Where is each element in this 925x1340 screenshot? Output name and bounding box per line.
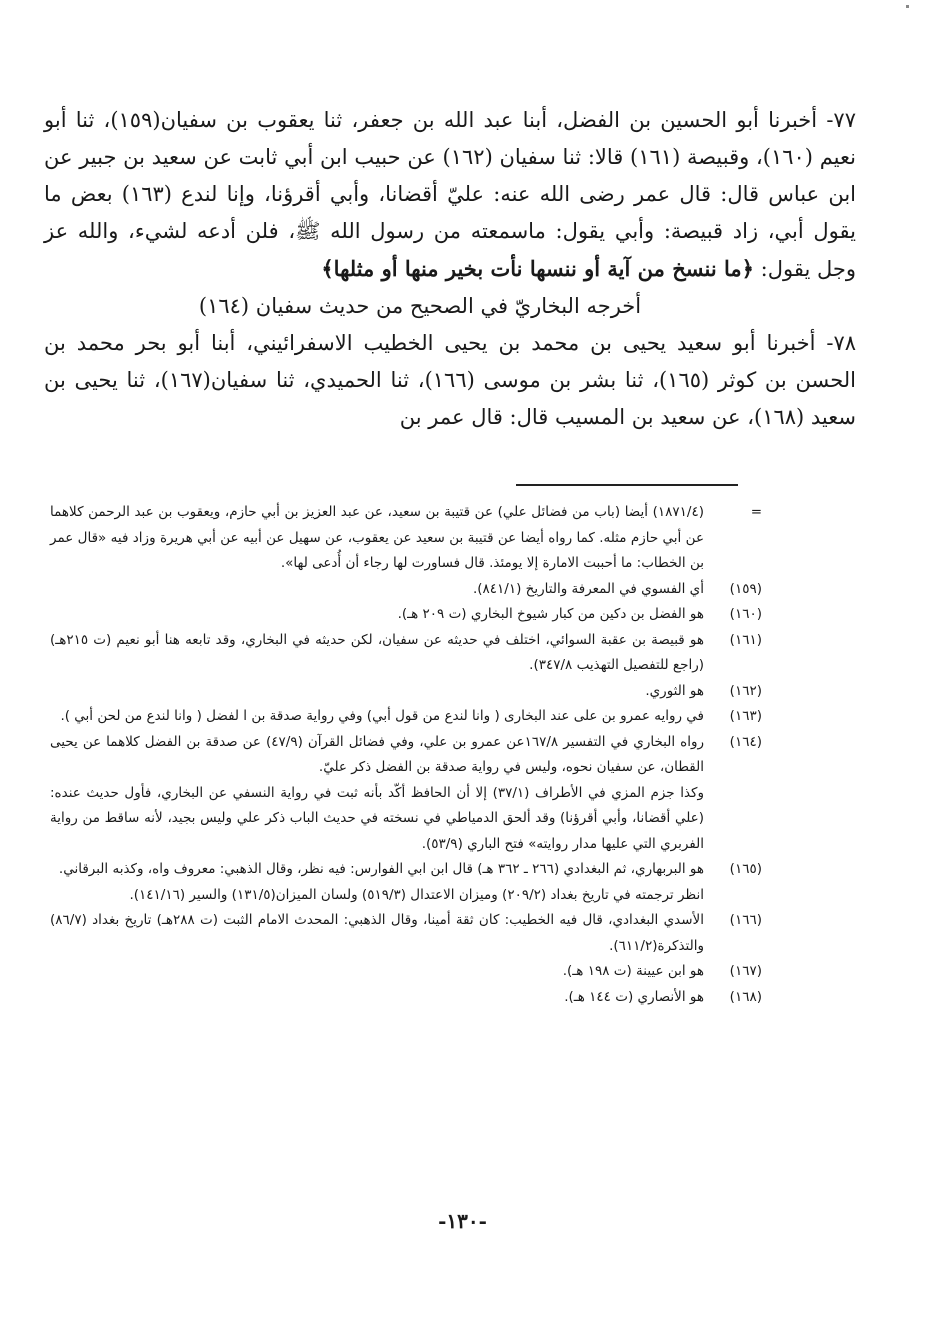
footnote-body (50, 628, 704, 679)
footnote-body (50, 857, 704, 908)
footnote-body (50, 679, 704, 705)
footnote-line: هو الأنصاري (ت ١٤٤ هـ). (564, 988, 704, 1005)
footnote (50, 628, 762, 679)
footnote-body (50, 602, 704, 628)
footnote-number: (١٦٦) (729, 912, 762, 928)
footnote (50, 959, 762, 985)
footnote (50, 602, 762, 628)
footnote-line: هو الثوري. (645, 682, 704, 699)
footnote-number: (١٦٥) (729, 861, 762, 877)
takhrij-line: أخرجه البخاريّ في الصحيح من حديث سفيان (١٦٤) (198, 294, 642, 318)
hadith-77 (44, 102, 856, 288)
footnote-number: (١٦٤) (729, 733, 762, 750)
footnote-line: في روايه عمرو بن على عند البخارى ( وانا لندع من قول أبي) وفي رواية صدقة بن ا لفضل ( وانا لندع من لحن أبي ). (60, 708, 704, 724)
footnote-line: هو ابن عيينة (ت ١٩٨ هـ). (562, 963, 704, 979)
footnote-line: أي الفسوي في المعرفة والتاريخ (٨٤١/١). (472, 580, 704, 597)
footnote-number: (١٦٨) (729, 988, 762, 1005)
footnote-body (50, 908, 704, 959)
footnote-line: هو البربهاري، ثم البغدادي (٢٦٦ ـ ٣٦٢ هـ) قال ابن ابي الفوارس: فيه نظر، وقال الذهبي: معروف واه، وكذبه البرقاني. (58, 861, 704, 877)
footnote-line: رواه البخاري في التفسير ١٦٧/٨عن عمرو بن علي، وفي فضائل القرآن (٤٧/٩) عن صدقة بن الفضل كلاهما عن يحيى القطان، عن سفيان نحوه، وليس في رواية صدقة بن الفضل ذكر عليّ. (50, 733, 704, 775)
footnote (50, 679, 762, 705)
footnote-body (50, 704, 704, 730)
page-number: -١٣٠- (438, 1209, 487, 1233)
footnote-separator (516, 484, 738, 486)
footnote-number: (١٦١) (729, 631, 762, 648)
footnote-line: انظر ترجمته في تاريخ بغداد (٢٠٩/٢) وميزان الاعتدال (٥١٩/٣) ولسان الميزان(١٣١/٥) والسير (١٤١/١٦). (129, 886, 704, 903)
footnote-number: (١٥٩) (729, 580, 762, 597)
footnote-line: (١٨٧١/٤) أيضا (باب من فضائل علي) عن قتيبة بن سعيد، عن عبد العزيز بن أبي حازم، ويعقوب بن عبد الرحمن كلاهما عن أبي حازم مثله. كما رواه أيضا عن قتيبة بن سعيد عن يعقوب، عن سهيل عن أبيه عن أبي هريرة وزاد فيه «قال عمر بن الخطاب: ما أحببت الامارة إلا يومئذ. قال فساورت لها رجاء أن أُدعى لها». (50, 504, 704, 571)
footnote-body (50, 500, 704, 577)
footnote-body (50, 577, 704, 603)
footnote (50, 500, 762, 577)
footnote (50, 985, 762, 1011)
footnote (50, 704, 762, 730)
footnotes (50, 500, 762, 1010)
footnote-line: وكذا جزم المزي في الأطراف (٣٧/١) إلا أن الحافظ أكّد بأنه ثبت في رواية النسفي عن البخاري، فأول حديث عنده: (علي أقضانا، وأبي أقرؤنا) وقد ألحق الدمياطي في نسخته في حديث الباب ذكر علي وليس بجيد، لأنه ساقط من رواية الفربري التي عليها مدار روايته» فتح الباري (٥٣/٩). (50, 784, 704, 852)
footnote (50, 857, 762, 908)
footnote (50, 908, 762, 959)
footnote-number: (١٦٧) (729, 963, 762, 979)
main-text (44, 102, 856, 436)
footnote-number: (١٦٢) (729, 682, 762, 699)
footnote-line: هو قبيصة بن عقبة السوائي، اختلف في حديثه عن سفيان، لكن حديثه في البخاري، وقد تابعه هنا أبو نعيم (ت ٢١٥هـ) (راجع للتفصيل التهذيب ٣٤٧/٨). (50, 631, 704, 673)
footnote-body (50, 730, 704, 858)
corner-mark (906, 5, 909, 8)
footnote-number: (١٦٣) (729, 708, 762, 724)
footnote-body (50, 959, 704, 985)
footnote-number: = (750, 504, 762, 520)
footnote (50, 577, 762, 603)
footnote (50, 730, 762, 858)
footnote-number: (١٦٠) (729, 606, 762, 622)
hadith-77-text: ٧٧- أخبرنا أبو الحسين بن الفضل، أبنا عبد الله بن جعفر، ثنا يعقوب بن سفيان(١٥٩)، ثنا أبو نعيم (١٦٠)، وقبيصة (١٦١) قالا: ثنا سفيان (١٦٢) عن حبيب ابن أبي ثابت عن سعيد بن جبير عن ابن عباس قال: قال عمر رضى الله عنه: عليّ أقضانا، وأبي أقرؤنا، وإنا لندع (١٦٣) بعض ما يقول أبي، زاد قبيصة: وأبي يقول: ماسمعته من رسول الله ﷺ، فلن أدعه لشيء، والله عز وجل يقول: (44, 108, 856, 281)
hadith-78: ٧٨- أخبرنا أبو سعيد يحيى بن محمد بن يحيى الخطيب الاسفرائيني، أبنا أبو بحر محمد بن الحسن بن كوثر (١٦٥)، ثنا بشر بن موسى (١٦٦)، ثنا الحميدي، ثنا سفيان(١٦٧)، ثنا يحيى بن سعيد (١٦٨)، عن سعيد بن المسيب قال: قال عمر بن (44, 331, 857, 429)
quran-verse: ﴿ما ننسخ من آية أو ننسها نأت بخير منها أو مثلها﴾ (321, 256, 754, 281)
footnote-line: هو الفضل بن دكين من كبار شيوخ البخاري (ت ٢٠٩ هـ). (397, 606, 704, 622)
footnote-body (50, 985, 704, 1011)
footnote-line: الأسدي البغدادي، قال فيه الخطيب: كان ثقة أمينا، وقال الذهبي: المحدث الامام الثبت (ت ٢٨٨هـ) تاريخ بغداد (٨٦/٧) والتذكرة(٦١١/٢). (50, 912, 704, 954)
